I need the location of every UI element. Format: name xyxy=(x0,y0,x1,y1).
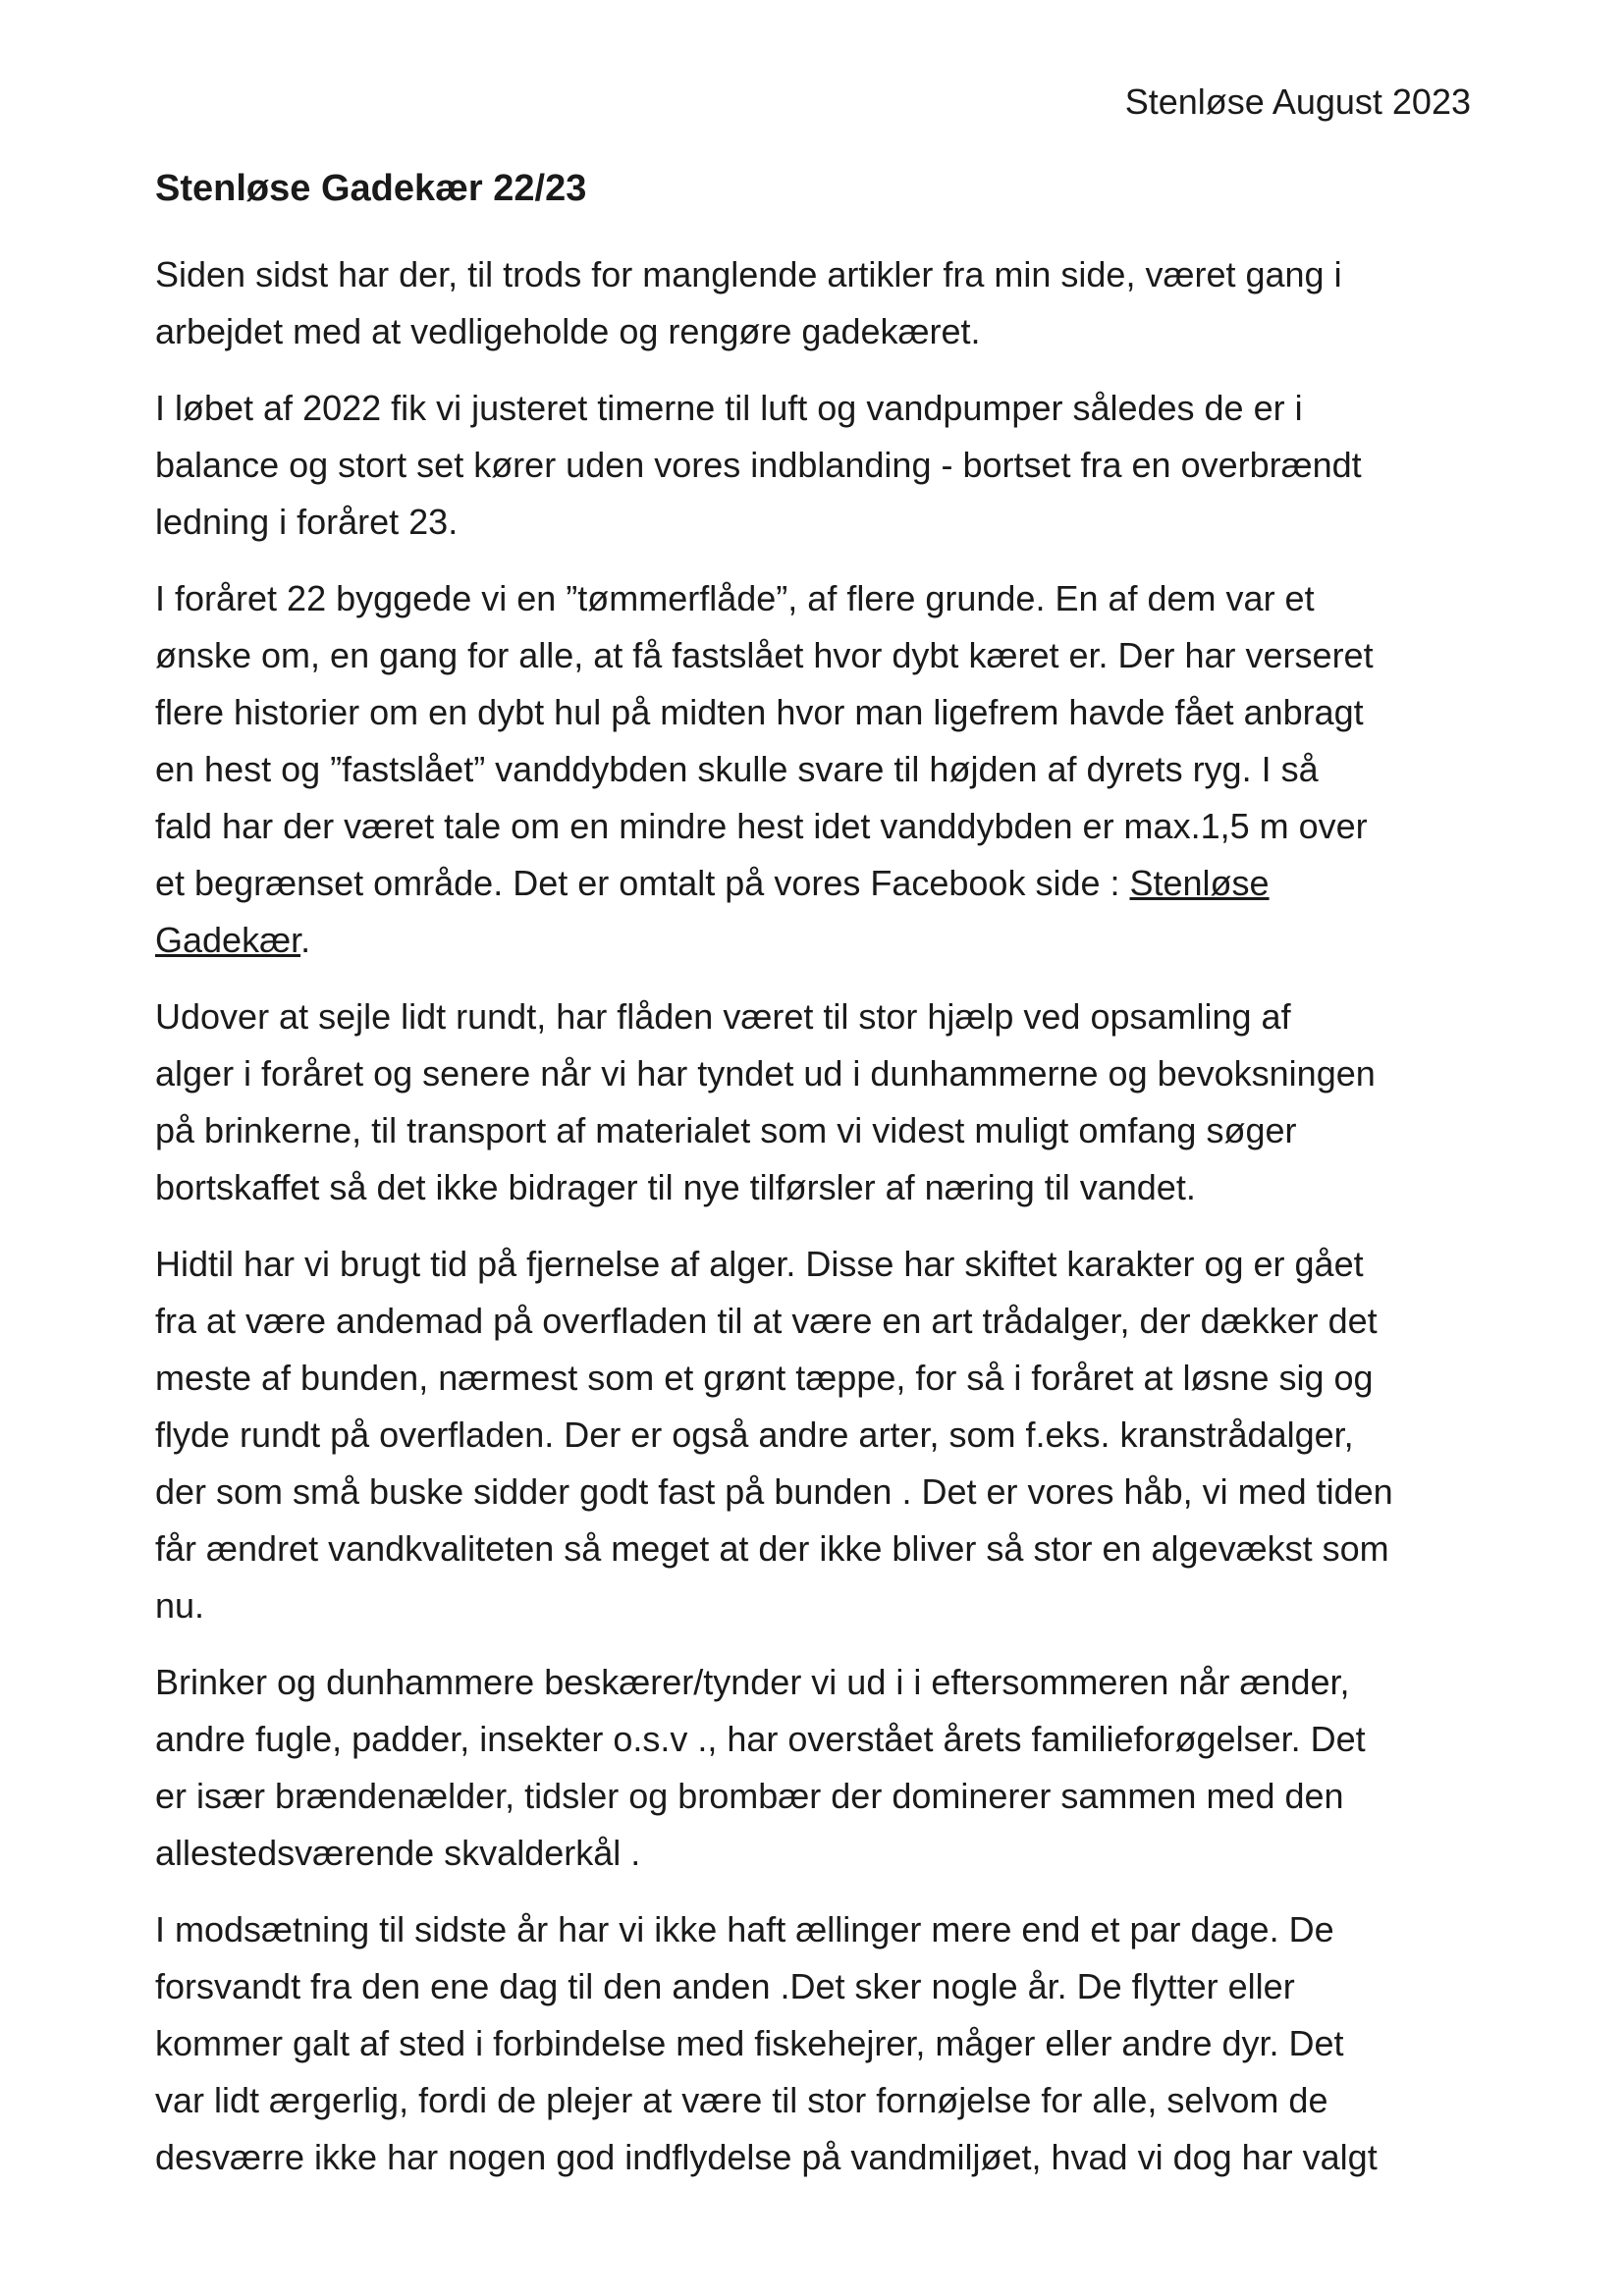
text-line: alger i foråret og senere når vi har tyndet ud i dunhammerne og bevoksningen xyxy=(155,1053,1376,1094)
text-line: balance og stort set kører uden vores indblanding - bortset fra en overbrændt xyxy=(155,445,1362,485)
text-line: I modsætning til sidste år har vi ikke haft ællinger mere end et par dage. De xyxy=(155,1909,1334,1949)
paragraph-1 xyxy=(155,246,1569,360)
text-line: kommer galt af sted i forbindelse med fiskehejrer, måger eller andre dyr. Det xyxy=(155,2023,1344,2063)
text-line: ledning i foråret 23. xyxy=(155,502,459,542)
text-line: der som små buske sidder godt fast på bunden . Det er vores håb, vi med tiden xyxy=(155,1471,1393,1512)
text-line: desværre ikke har nogen god indflydelse på vandmiljøet, hvad vi dog har valgt xyxy=(155,2137,1378,2177)
link-trailing-period: . xyxy=(300,920,311,960)
text-line: Brinker og dunhammere beskærer/tynder vi ud i i eftersommeren når ænder, xyxy=(155,1662,1350,1702)
text-line: fald har der været tale om en mindre hest idet vanddybden er max.1,5 m over xyxy=(155,806,1368,846)
text-line-with-link xyxy=(155,855,1569,912)
document-title: Stenløse Gadekær 22/23 xyxy=(155,168,587,209)
text-line: flere historier om en dybt hul på midten hvor man ligefrem havde fået anbragt xyxy=(155,692,1364,732)
text-line: ønske om, en gang for alle, at få fastslået hvor dybt kæret er. Der har verseret xyxy=(155,635,1374,675)
text-line: nu. xyxy=(155,1585,205,1626)
text-line: bortskaffet så det ikke bidrager til nye tilførsler af næring til vandet. xyxy=(155,1167,1196,1207)
text-line: er især brændenælder, tidsler og brombær der dominerer sammen med den xyxy=(155,1776,1344,1816)
text-line: får ændret vandkvaliteten så meget at der ikke bliver så stor en algevækst som xyxy=(155,1528,1389,1569)
text-line: forsvandt fra den ene dag til den anden .Det sker nogle år. De flytter eller xyxy=(155,1966,1295,2006)
text-line-with-link xyxy=(155,912,1569,969)
document-body xyxy=(155,246,1569,2206)
text-line: I foråret 22 byggede vi en ”tømmerflåde”, af flere grunde. En af dem var et xyxy=(155,578,1315,618)
text-line: Udover at sejle lidt rundt, har flåden været til stor hjælp ved opsamling af xyxy=(155,996,1291,1037)
text-line: et begrænset område. Det er omtalt på vores Facebook side : xyxy=(155,863,1130,903)
facebook-link-part2[interactable]: Gadekær xyxy=(155,920,301,960)
text-line: meste af bunden, nærmest som et grønt tæppe, for så i foråret at løsne sig og xyxy=(155,1358,1374,1398)
text-line: en hest og ”fastslået” vanddybden skulle svare til højden af dyrets ryg. I så xyxy=(155,749,1319,789)
text-line: var lidt ærgerlig, fordi de plejer at være til stor fornøjelse for alle, selvom de xyxy=(155,2080,1328,2120)
facebook-link-part1[interactable]: Stenløse xyxy=(1129,863,1270,903)
text-line: flyde rundt på overfladen. Der er også andre arter, som f.eks. kranstrådalger, xyxy=(155,1415,1354,1455)
text-line: på brinkerne, til transport af materialet som vi videst muligt omfang søger xyxy=(155,1110,1297,1150)
text-line: arbejdet med at vedligeholde og rengøre gadekæret. xyxy=(155,311,981,351)
paragraph-5 xyxy=(155,1236,1569,1634)
text-line: allestedsværende skvalderkål . xyxy=(155,1833,641,1873)
paragraph-6 xyxy=(155,1654,1569,1882)
paragraph-3 xyxy=(155,570,1569,969)
dateline: Stenløse August 2023 xyxy=(1124,81,1471,122)
paragraph-4 xyxy=(155,988,1569,1216)
text-line: Siden sidst har der, til trods for manglende artikler fra min side, været gang i xyxy=(155,254,1342,294)
text-line: fra at være andemad på overfladen til at være en art trådalger, der dækker det xyxy=(155,1301,1378,1341)
paragraph-2 xyxy=(155,380,1569,551)
text-line: andre fugle, padder, insekter o.s.v ., har overstået årets familieforøgelser. Det xyxy=(155,1719,1366,1759)
paragraph-7 xyxy=(155,1901,1569,2186)
text-line: Hidtil har vi brugt tid på fjernelse af alger. Disse har skiftet karakter og er gået xyxy=(155,1244,1364,1284)
text-line: I løbet af 2022 fik vi justeret timerne til luft og vandpumper således de er i xyxy=(155,388,1303,428)
